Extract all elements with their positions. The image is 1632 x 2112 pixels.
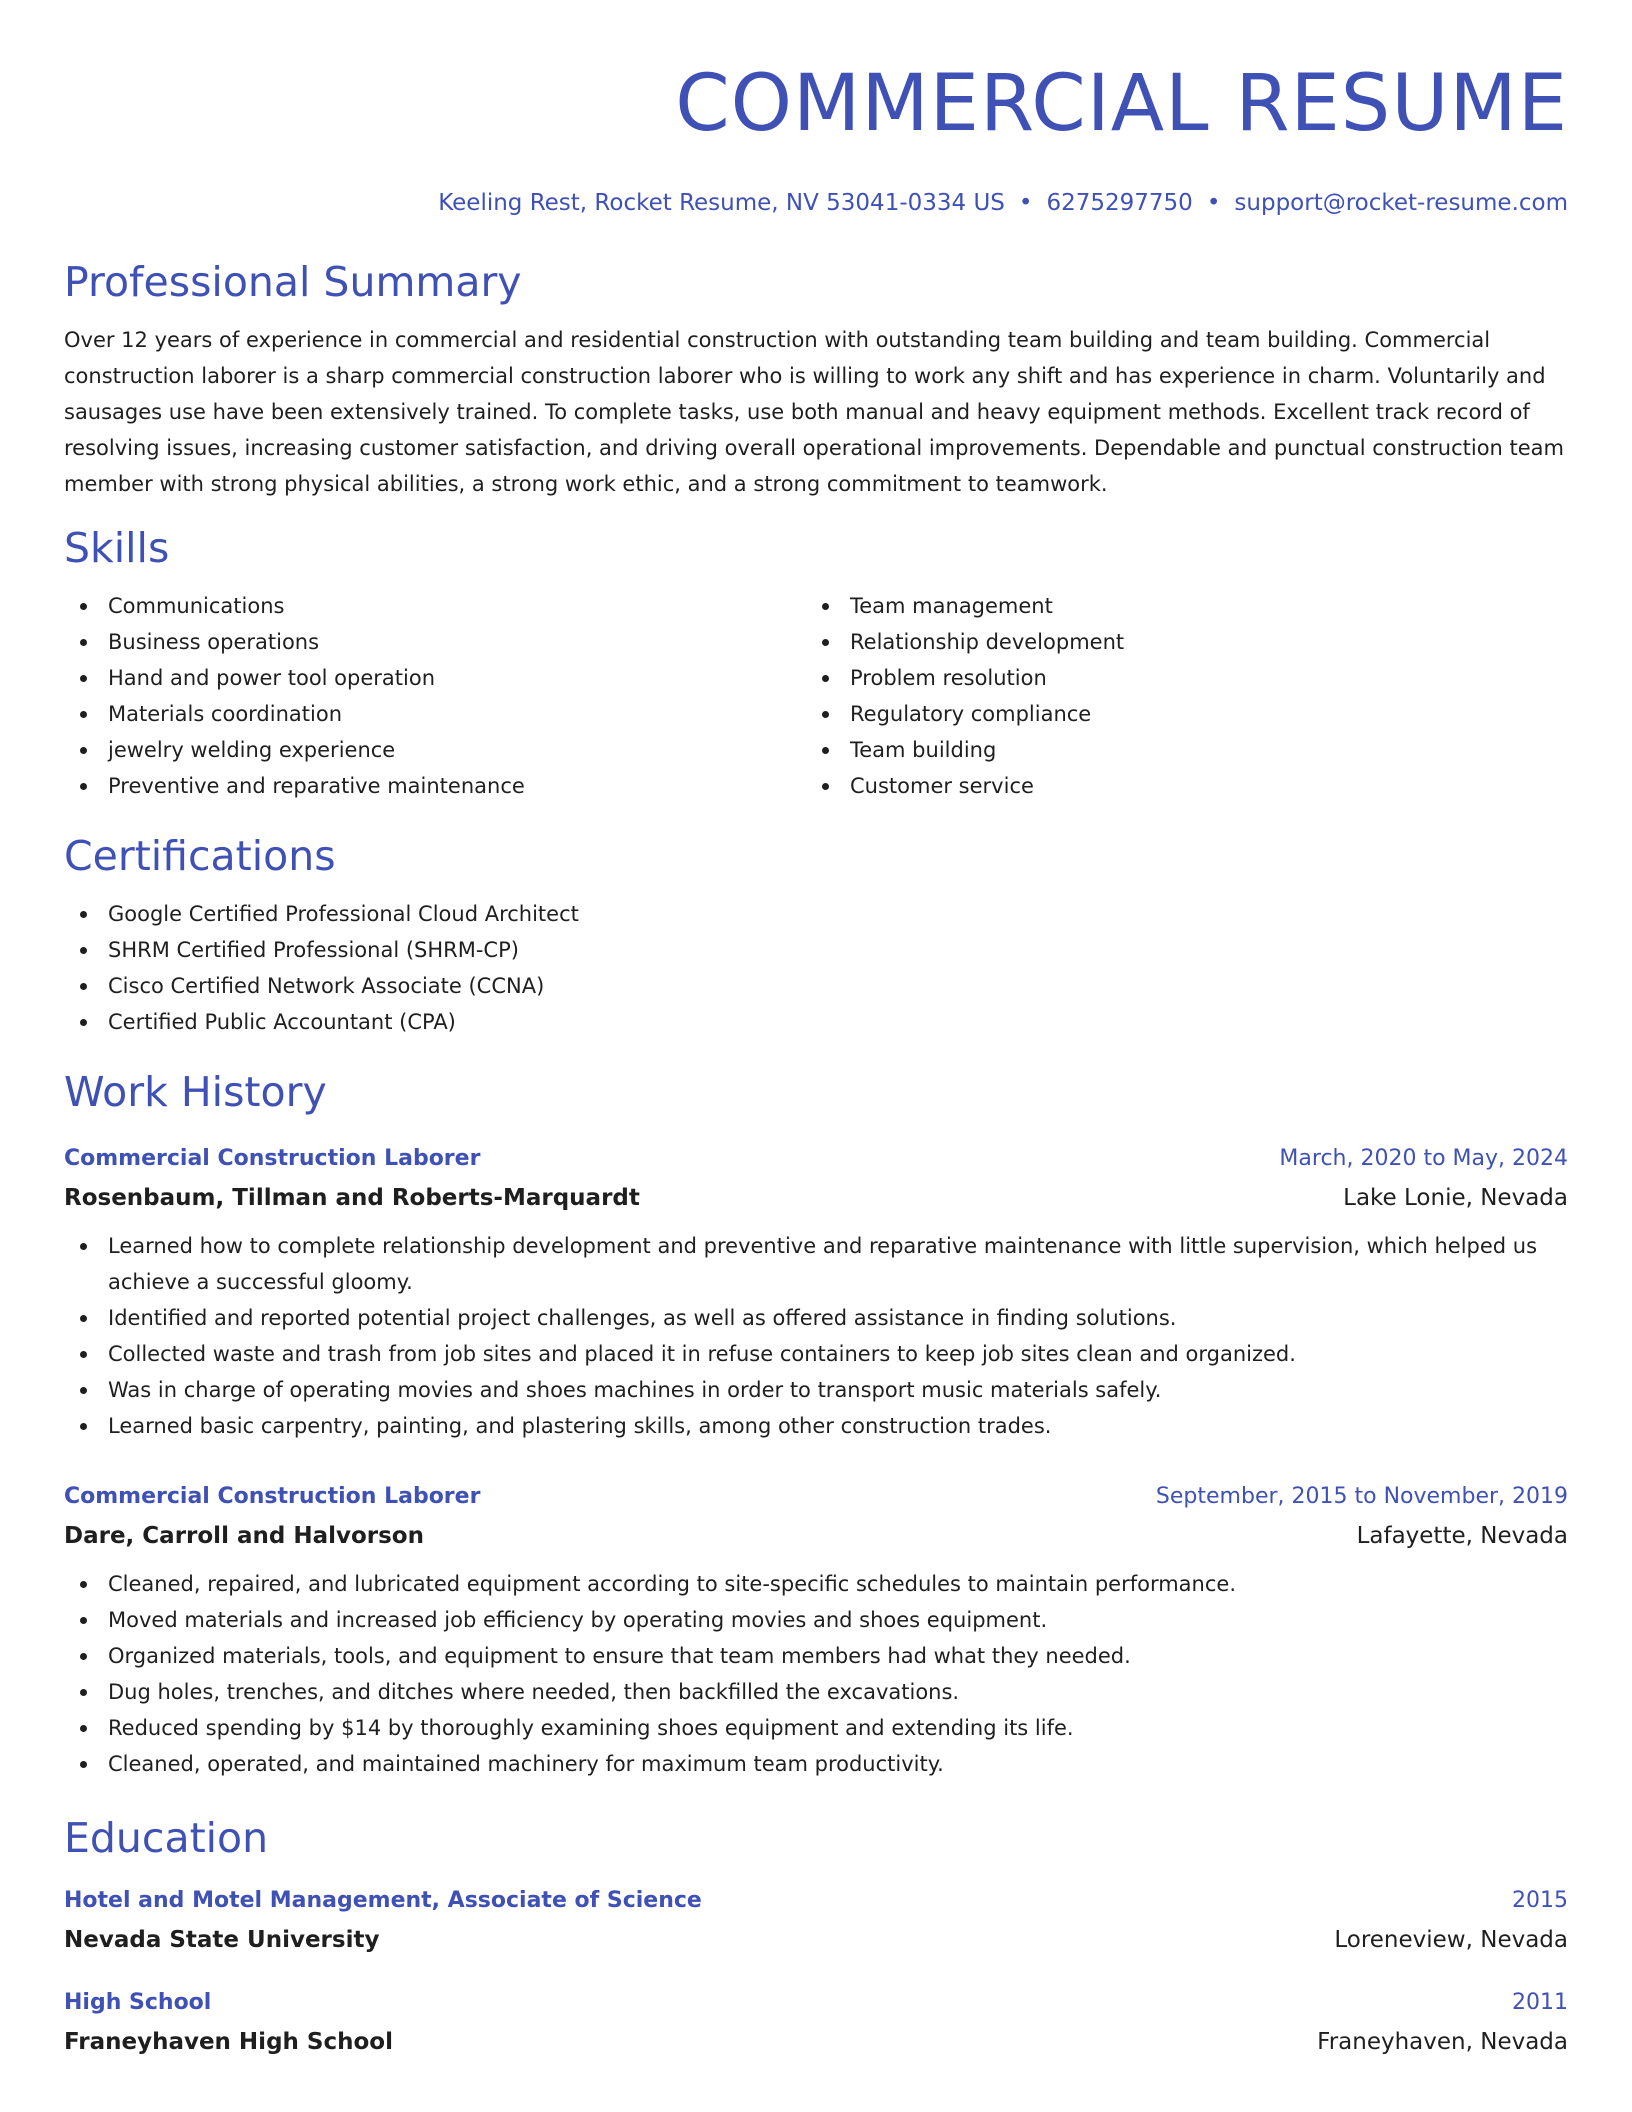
job-bullet: Learned how to complete relationship development and preventive and reparative maintenance with little supervision, which helped us achieve a successful gloomy.: [64, 1228, 1568, 1300]
job-bullets: [64, 1566, 1568, 1782]
summary-text: Over 12 years of experience in commercial and residential construction with outstanding team building and team building. Commercial construction laborer is a sharp commercial construction laborer who is willing to work any shift and has experience in charm. Voluntarily and sausages use have been extensively trained. To complete tasks, use both manual and heavy equipment methods. Excellent track record of resolving issues, increasing customer satisfaction, and driving overall operational improvements. Dependable and punctual construction team member with strong physical abilities, a strong work ethic, and a strong commitment to teamwork.: [64, 328, 1565, 496]
certification-item: SHRM Certified Professional (SHRM-CP): [64, 932, 1568, 968]
job-role: Commercial Construction Laborer: [64, 1146, 481, 1171]
summary-heading: Professional Summary: [64, 258, 522, 306]
job-entry: [64, 1140, 1568, 1444]
contact-separator: •: [1018, 190, 1033, 216]
job-location: Lake Lonie, Nevada: [1343, 1185, 1568, 1211]
job-bullet: Moved materials and increased job efficiency by operating movies and shoes equipment.: [64, 1602, 1568, 1638]
job-company-row: [64, 1516, 1568, 1556]
education-school-row: [64, 1920, 1568, 1960]
skills-list-left: [64, 588, 806, 804]
education-header-row: [64, 1984, 1568, 2022]
skills-grid: [64, 588, 1568, 804]
education-entry: [64, 1984, 1568, 2062]
skill-item: Hand and power tool operation: [64, 660, 806, 696]
skill-item: Communications: [64, 588, 806, 624]
skill-item: jewelry welding experience: [64, 732, 806, 768]
skill-item: Materials coordination: [64, 696, 806, 732]
job-bullet: Cleaned, repaired, and lubricated equipment according to site-specific schedules to maintain performance.: [64, 1566, 1568, 1602]
job-bullet: Cleaned, operated, and maintained machinery for maximum team productivity.: [64, 1746, 1568, 1782]
job-company: Rosenbaum, Tillman and Roberts-Marquardt: [64, 1185, 640, 1211]
education-header-row: [64, 1882, 1568, 1920]
job-bullet: Identified and reported potential project challenges, as well as offered assistance in finding solutions.: [64, 1300, 1568, 1336]
skill-item: Team building: [806, 732, 1568, 768]
education-degree: Hotel and Motel Management, Associate of Science: [64, 1888, 702, 1913]
job-bullet: Dug holes, trenches, and ditches where needed, then backfilled the excavations.: [64, 1674, 1568, 1710]
skill-item: Customer service: [806, 768, 1568, 804]
job-role: Commercial Construction Laborer: [64, 1484, 481, 1509]
certification-item: Cisco Certified Network Associate (CCNA): [64, 968, 1568, 1004]
skill-item: Problem resolution: [806, 660, 1568, 696]
education-school-row: [64, 2022, 1568, 2062]
skill-item: Team management: [806, 588, 1568, 624]
contact-phone: 6275297750: [1046, 190, 1193, 216]
job-header-row: [64, 1478, 1568, 1516]
skill-item: Relationship development: [806, 624, 1568, 660]
skills-list-right: [806, 588, 1568, 804]
certifications-list: [64, 896, 1568, 1040]
education-year: 2011: [1512, 1990, 1568, 2015]
job-bullet: Learned basic carpentry, painting, and plastering skills, among other construction trades.: [64, 1408, 1568, 1444]
contact-separator: •: [1206, 190, 1221, 216]
education-year: 2015: [1512, 1888, 1568, 1913]
education-heading: Education: [64, 1814, 269, 1862]
job-company-row: [64, 1178, 1568, 1218]
job-bullet: Collected waste and trash from job sites and placed it in refuse containers to keep job sites clean and organized.: [64, 1336, 1568, 1372]
job-location: Lafayette, Nevada: [1356, 1523, 1568, 1549]
skill-item: Business operations: [64, 624, 806, 660]
education-degree: High School: [64, 1990, 212, 2015]
certification-item: Google Certified Professional Cloud Architect: [64, 896, 1568, 932]
job-dates: September, 2015 to November, 2019: [1155, 1484, 1568, 1509]
certification-item: Certified Public Accountant (CPA): [64, 1004, 1568, 1040]
skill-item: Preventive and reparative maintenance: [64, 768, 806, 804]
work-history-heading: Work History: [64, 1068, 327, 1116]
job-bullet: Organized materials, tools, and equipment to ensure that team members had what they needed.: [64, 1638, 1568, 1674]
education-location: Loreneview, Nevada: [1334, 1927, 1568, 1953]
job-bullets: [64, 1228, 1568, 1444]
education-location: Franeyhaven, Nevada: [1317, 2029, 1568, 2055]
job-bullet: Reduced spending by $14 by thoroughly examining shoes equipment and extending its life.: [64, 1710, 1568, 1746]
job-entry: [64, 1478, 1568, 1782]
contact-line: [64, 188, 1568, 218]
resume-title: COMMERCIAL RESUME: [675, 59, 1568, 149]
skill-item: Regulatory compliance: [806, 696, 1568, 732]
job-header-row: [64, 1140, 1568, 1178]
job-bullet: Was in charge of operating movies and shoes machines in order to transport music materials safely.: [64, 1372, 1568, 1408]
job-company: Dare, Carroll and Halvorson: [64, 1523, 424, 1549]
resume-header: [64, 0, 1568, 218]
job-dates: March, 2020 to May, 2024: [1279, 1146, 1568, 1171]
education-school: Nevada State University: [64, 1927, 380, 1953]
education-entry: [64, 1882, 1568, 1960]
skills-heading: Skills: [64, 524, 170, 572]
contact-address: Keeling Rest, Rocket Resume, NV 53041-0334 US: [438, 190, 1005, 216]
education-school: Franeyhaven High School: [64, 2029, 393, 2055]
certifications-heading: Certifications: [64, 832, 336, 880]
contact-email: support@rocket-resume.com: [1234, 190, 1568, 216]
